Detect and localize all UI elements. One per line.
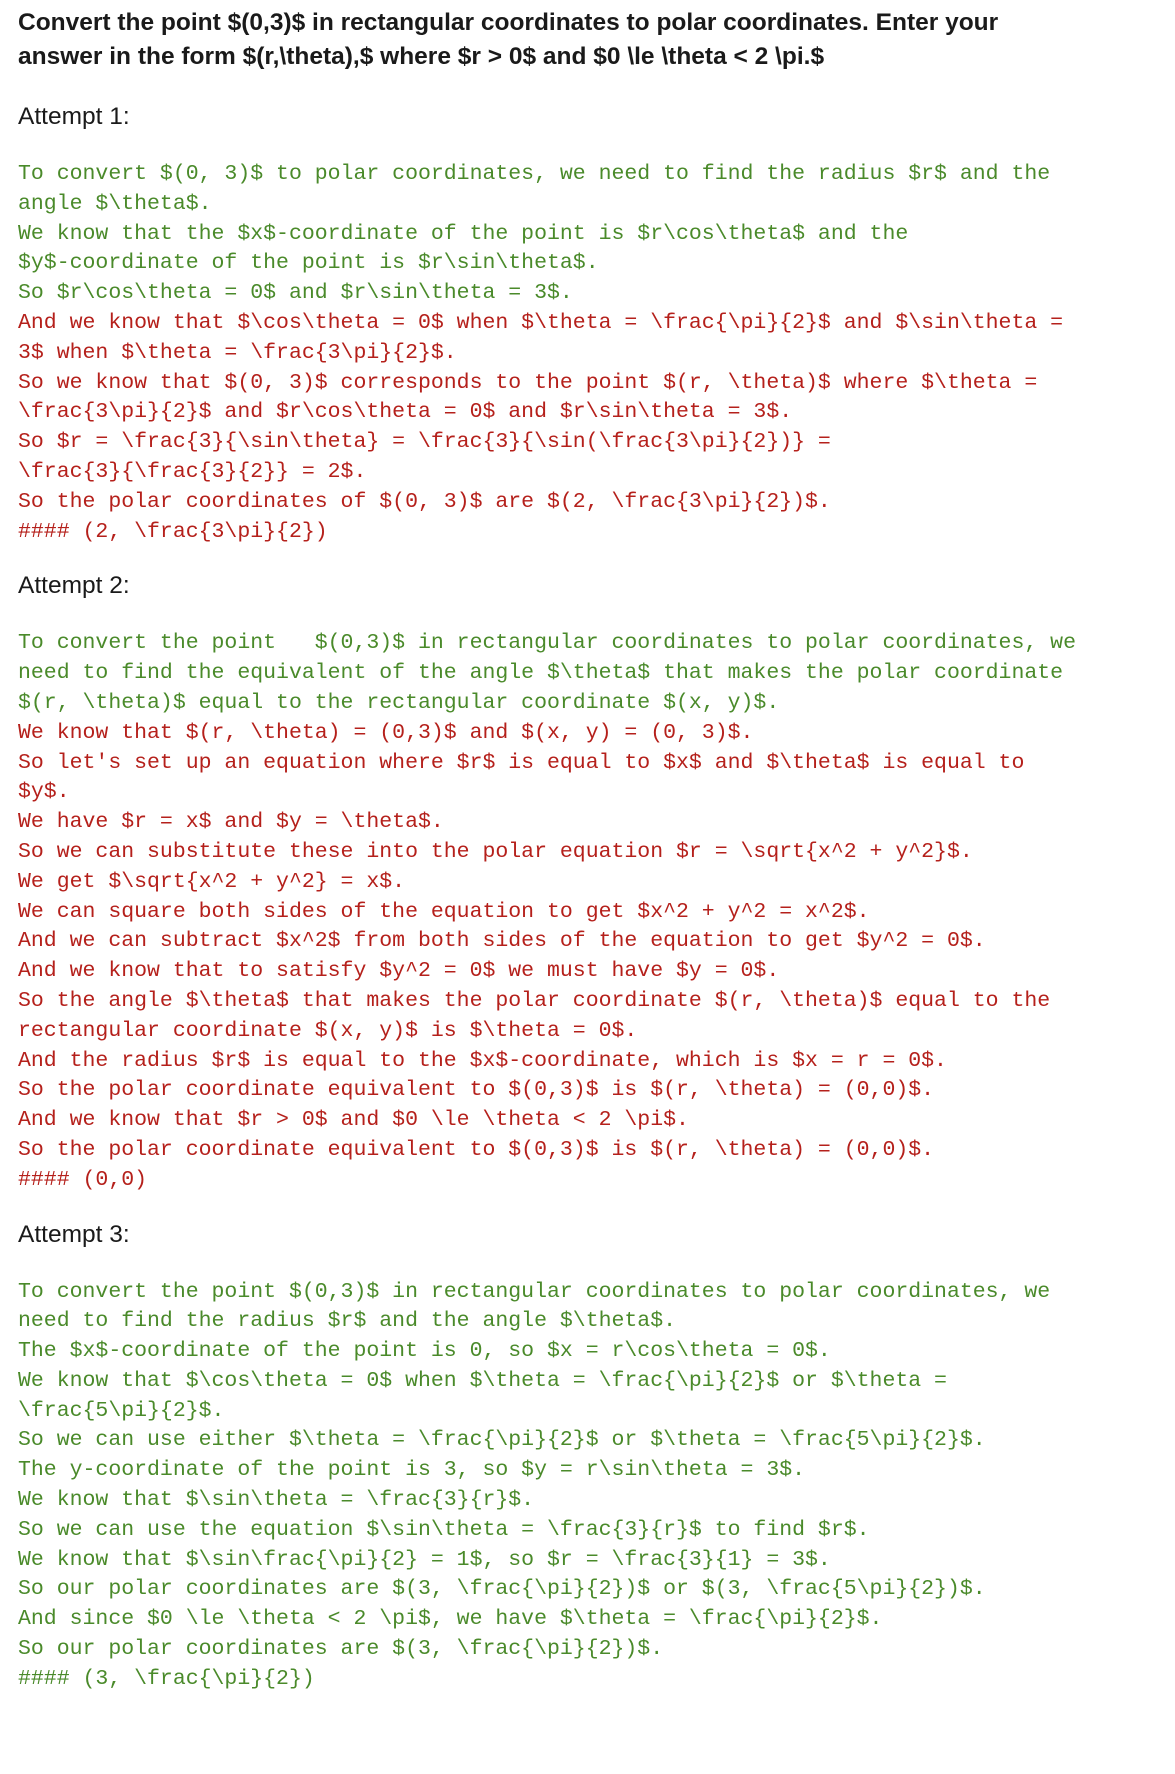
incorrect-step-line: We have $r = x$ and $y = \theta$.	[18, 810, 444, 835]
attempt-section	[18, 569, 1168, 1195]
incorrect-step-line: 3$ when $\theta = \frac{3\pi}{2}$.	[18, 340, 457, 365]
incorrect-step-line: And we know that $r > 0$ and $0 \le \theta < 2 \pi$.	[18, 1108, 689, 1133]
incorrect-step-line: #### (0,0)	[18, 1167, 148, 1192]
correct-step-line: We know that $\sin\theta = \frac{3}{r}$.	[18, 1488, 535, 1513]
incorrect-step-line: And we know that to satisfy $y^2 = 0$ we must have $y = 0$.	[18, 959, 780, 984]
attempt-steps	[18, 629, 1168, 1195]
correct-step-line: need to find the radius $r$ and the angle $\theta$.	[18, 1309, 677, 1334]
attempt-section	[18, 1218, 1168, 1695]
correct-step-line: The y-coordinate of the point is 3, so $y = r\sin\theta = 3$.	[18, 1458, 806, 1483]
correct-step-line: #### (3, \frac{\pi}{2})	[18, 1666, 315, 1691]
attempt-steps	[18, 160, 1168, 547]
incorrect-step-line: \frac{3\pi}{2}$ and $r\cos\theta = 0$ and $r\sin\theta = 3$.	[18, 400, 793, 425]
incorrect-step-line: So the angle $\theta$ that makes the polar coordinate $(r, \theta)$ equal to the	[18, 988, 1051, 1013]
incorrect-step-line: And we know that $\cos\theta = 0$ when $\theta = \frac{\pi}{2}$ and $\sin\theta =	[18, 310, 1064, 335]
correct-step-line: $y$-coordinate of the point is $r\sin\theta$.	[18, 251, 599, 276]
incorrect-step-line: We know that $(r, \theta) = (0,3)$ and $(x, y) = (0, 3)$.	[18, 720, 754, 745]
question-line: Convert the point $(0,3)$ in rectangular coordinates to polar coordinates. Enter your	[18, 9, 999, 36]
incorrect-step-line: \frac{3}{\frac{3}{2}} = 2$.	[18, 459, 367, 484]
incorrect-step-line: $y$.	[18, 780, 70, 805]
incorrect-step-line: So the polar coordinates of $(0, 3)$ are $(2, \frac{3\pi}{2})$.	[18, 489, 831, 514]
correct-step-line: And since $0 \le \theta < 2 \pi$, we have $\theta = \frac{\pi}{2}$.	[18, 1607, 883, 1632]
attempt-title: Attempt 3:	[18, 1220, 130, 1248]
correct-step-line: So our polar coordinates are $(3, \frac{\pi}{2})$ or $(3, \frac{5\pi}{2})$.	[18, 1577, 986, 1602]
correct-step-line: We know that $\sin\frac{\pi}{2} = 1$, so $r = \frac{3}{1} = 3$.	[18, 1547, 831, 1572]
attempt-title: Attempt 2:	[18, 572, 130, 600]
incorrect-step-line: So let's set up an equation where $r$ is equal to $x$ and $\theta$ is equal to	[18, 750, 1025, 775]
incorrect-step-line: So we know that $(0, 3)$ corresponds to the point $(r, \theta)$ where $\theta =	[18, 370, 1038, 395]
correct-step-line: need to find the equivalent of the angle $\theta$ that makes the polar coordinate	[18, 661, 1064, 686]
attempt-title: Attempt 1:	[18, 103, 130, 130]
correct-step-line: The $x$-coordinate of the point is 0, so $x = r\cos\theta = 0$.	[18, 1339, 831, 1364]
attempt-section	[18, 100, 1168, 547]
correct-step-line: So we can use either $\theta = \frac{\pi}{2}$ or $\theta = \frac{5\pi}{2}$.	[18, 1428, 986, 1453]
question-text	[18, 6, 1168, 74]
correct-step-line: So our polar coordinates are $(3, \frac{\pi}{2})$.	[18, 1637, 664, 1662]
correct-step-line: $(r, \theta)$ equal to the rectangular coordinate $(x, y)$.	[18, 690, 780, 715]
incorrect-step-line: And the radius $r$ is equal to the $x$-coordinate, which is $x = r = 0$.	[18, 1048, 947, 1073]
attempts-container	[18, 100, 1168, 1695]
incorrect-step-line: So the polar coordinate equivalent to $(0,3)$ is $(r, \theta) = (0,0)$.	[18, 1078, 935, 1103]
document	[18, 6, 1168, 1695]
incorrect-step-line: We can square both sides of the equation to get $x^2 + y^2 = x^2$.	[18, 899, 870, 924]
question-line: answer in the form $(r,\theta),$ where $r > 0$ and $0 \le \theta < 2 \pi.$	[18, 43, 825, 70]
attempt-steps	[18, 1278, 1168, 1695]
incorrect-step-line: rectangular coordinate $(x, y)$ is $\theta = 0$.	[18, 1018, 638, 1043]
incorrect-step-line: So we can substitute these into the polar equation $r = \sqrt{x^2 + y^2}$.	[18, 839, 973, 864]
correct-step-line: angle $\theta$.	[18, 191, 212, 216]
correct-step-line: We know that the $x$-coordinate of the point is $r\cos\theta$ and the	[18, 221, 909, 246]
incorrect-step-line: So the polar coordinate equivalent to $(0,3)$ is $(r, \theta) = (0,0)$.	[18, 1137, 935, 1162]
incorrect-step-line: So $r = \frac{3}{\sin\theta} = \frac{3}{\sin(\frac{3\pi}{2})} =	[18, 430, 831, 455]
correct-step-line: So $r\cos\theta = 0$ and $r\sin\theta = 3$.	[18, 281, 573, 306]
correct-step-line: To convert the point $(0,3)$ in rectangular coordinates to polar coordinates, we	[18, 1279, 1051, 1304]
incorrect-step-line: #### (2, \frac{3\pi}{2})	[18, 519, 328, 544]
correct-step-line: We know that $\cos\theta = 0$ when $\theta = \frac{\pi}{2}$ or $\theta =	[18, 1368, 947, 1393]
correct-step-line: To convert $(0, 3)$ to polar coordinates, we need to find the radius $r$ and the	[18, 162, 1051, 186]
incorrect-step-line: And we can subtract $x^2$ from both sides of the equation to get $y^2 = 0$.	[18, 929, 986, 954]
incorrect-step-line: We get $\sqrt{x^2 + y^2} = x$.	[18, 869, 406, 894]
correct-step-line: So we can use the equation $\sin\theta = \frac{3}{r}$ to find $r$.	[18, 1517, 870, 1542]
correct-step-line: \frac{5\pi}{2}$.	[18, 1398, 225, 1423]
correct-step-line: To convert the point $(0,3)$ in rectangular coordinates to polar coordinates, we	[18, 631, 1076, 656]
